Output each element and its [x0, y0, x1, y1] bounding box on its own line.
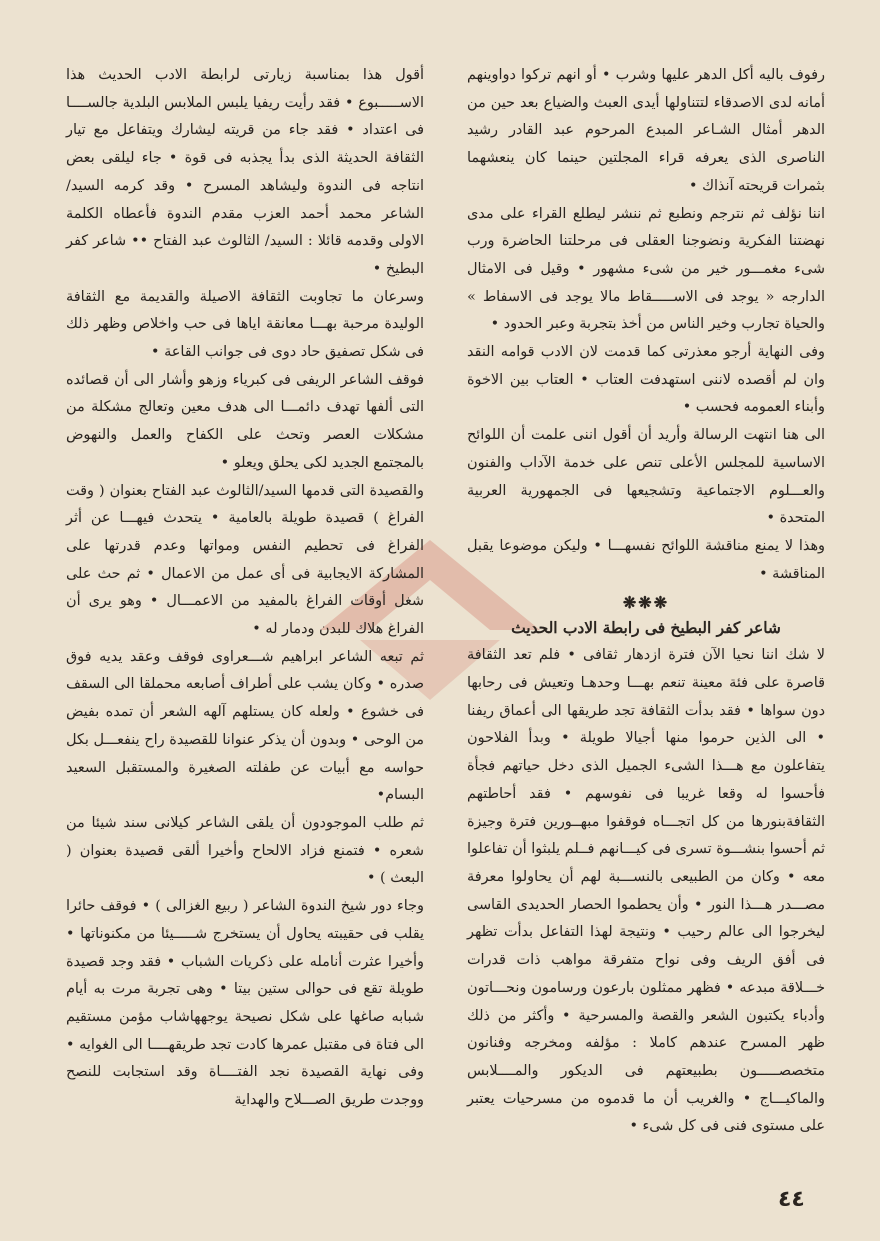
paragraph: وسرعان ما تجاوبت الثقافة الاصيلة والقديمة مع الثقافة الوليدة مرحبة بهـــا معانقة اياها فى حب واخلاص وظهر ذلك فى شكل تصفيق حاد دوى فى جوانب القاعة •	[66, 288, 424, 361]
paragraph: اننا نؤلف ثم نترجم ونطبع ثم ننشر ليطلع القراء على مدى نهضتنا الفكرية ونضوجنا العقلى فى مرحلتنا الحاضرة ورب شىء مغمـــور خير من شىء مشهور • وقيل فى الامثال الدارجه « يوجد فى الاســـــقاط مالا يوجد فى الاسفاط » والحياة تجارب وخير الناس من أخذ بتجربة وعبر الحدود •	[467, 205, 825, 333]
paragraph: ثم طلب الموجودون أن يلقى الشاعر كيلانى سند شيئا من شعره • فتمنع فزاد الالحاح وأخيرا ألقى قصيدة بعنوان ( البعث ) •	[66, 814, 424, 887]
paragraph: والقصيدة التى قدمها السيد/الثالوث عبد الفتاح بعنوان ( وقت الفراغ ) قصيدة طويلة بالعامية • يتحدث فيهـــا عن أثر الفراغ فى تحطيم النفس ومواتها وعدم قدرتها على المشاركة الايجابية فى أى عمل من الاعمال • ثم حث على شغل أوقات الفراغ بالمفيد من الاعمـــال • وهو يرى أن الفراغ هلاك للبدن ودمار له •	[66, 482, 424, 638]
paragraph: وهذا لا يمنع مناقشة اللوائح نفسهـــا • وليكن موضوعا يقبل المناقشة •	[467, 537, 825, 582]
paragraph: لا شك اننا نحيا الآن فترة ازدهار ثقافى • فلم تعد الثقافة قاصرة على فئة معينة تنعم بهـــا وحدهـا وتعيش فى رحابها دون سواها • فقد بدأت الثقافة تجد طريقها الى أعماق ريفنا • الى الذين حرموا منها أجيالا طويلة • وبدأ الفلاحون يتفاعلون مع هـــذا الشىء الجميل الذى دخل حياتهم فجأة فأحسوا له وقعا غريبا فى نفوسهم • فقد أحاطتهم الثقافةبنورها من كل اتجـــاه فوقفوا مبهــورين فترة وجيزة ثم أحسوا بنشـــوة تسرى فى كيـــانهم فــلم يلبثوا أن تفاعلوا معه • وكان من الطبيعى بالنســـبة لهم أن يحاولوا معرفة مصـــدر هـــذا النور • وأن يحطموا الحصار الحديدى القاسى ليخرجوا الى عالم رحيب • ونتيجة لهذا التفاعل بدأت تظهر فى أفق الريف وفى نواح متفرقة مواهب ذات قدرات خـــلاقة مبدعه • فظهر ممثلون بارعون ورسامون ونحـــاتون وأدباء يكتبون الشعر والقصة والمسرحية • وأكثر من ذلك ظهر المسرح عندهم كاملا : مؤلفه ومخرجه وفنانون متخصصـــــون بطبيعتهم فى الديكور والمــــلابس والماكيـــاج • والغريب أن ما قدموه من مسرحيات يعتبر على مستوى فنى فى كل شىء •	[467, 647, 825, 1135]
paragraph: أقول هذا بمناسبة زيارتى لرابطة الادب الحديث هذا الاســـــبوع • فقد رأيت ريفيا يلبس الملابس البلدية جالســــا فى اعتداد • فقد جاء من قريته ليشارك ويتفاعل مع تيار الثقافة الحديثة الذى بدأ يجذبه فى قوة • جاء ليلقى بعض انتاجه فى الندوة وليشاهد المسرح • وقد كرمه السيد/ الشاعر محمد أحمد العزب مقدم الندوة فأعطاه الكلمة الاولى وقدمه قائلا : السيد/ الثالوث عبد الفتاح •• شاعر كفر البطيخ •	[66, 67, 424, 277]
paragraph: وجاء دور شيخ الندوة الشاعر ( ربيع الغزالى ) • فوقف حائرا يقلب فى حقيبته يحاول أن يستخرج شـــــيئا من مكنوناتها • وأخيرا عثرت أنامله على ذكريات الشباب • فقد وجد قصيدة طويلة تقع فى حوالى ستين بيتا • وهى تجربة مرت به أيام شبابه صاغها على شكل نصيحة يوجههاشاب مؤمن مستقيم الى فتاة فى مقتبل عمرها كادت تجد طريقهــــا الى الغوايه • وفى نهاية القصيدة نجد الفتــــاة وقد استجابت للنصح ووجدت طريق الصـــلاح والهداية	[66, 898, 424, 1109]
paragraph: ثم تبعه الشاعر ابراهيم شـــعراوى فوقف وعقد يديه فوق صدره • وكان يشب على أطراف أصابعه محملقا الى السقف فى خشوع • ولعله كان يستلهم آلهه الشعر أن تمده بفيض من الوحى • وبدون أن يذكر عنوانا للقصيدة راح ينفعـــل بكل حواسه مع أبيات عن طفلته الصغيرة والمستقبل السعيد البسام•	[66, 648, 424, 804]
paragraph: فوقف الشاعر الريفى فى كبرياء وزهو وأشار الى أن قصائده التى ألفها تهدف دائمـــا الى هدف معين وتعالج مشكلة من مشكلات العصر وتحث على الكفاح والعمل والنهوض بالمجتمع الجديد لكى يحلق ويعلو •	[66, 371, 424, 471]
paragraph: وفى النهاية أرجو معذرتى كما قدمت لان الادب قوامه النقد وان لم أقصده لاننى استهدفت العتاب • العتاب بين الاخوة وأبناء العمومه فحسب •	[467, 344, 825, 416]
page-number: ٤٤	[778, 1187, 805, 1212]
left-column	[66, 62, 424, 1115]
section-heading: شاعر كفر البطيخ فى رابطة الادب الحديث	[511, 619, 781, 638]
section-divider-stars: ❋❋❋	[622, 593, 670, 613]
right-column	[467, 62, 825, 1141]
paragraph: الى هنا انتهت الرسالة وأريد أن أقول اننى علمت أن اللوائح الاساسية للمجلس الأعلى تنص على خدمة الآداب والفنون والعـــلوم الاجتماعية وتشجيعها فى الجمهورية العربية المتحدة •	[467, 427, 825, 527]
paragraph: رفوف باليه أكل الدهر عليها وشرب • أو انهم تركوا دواوينهم أمانه لدى الاصدقاء لتتناولها أيدى العبث والضياع بعد حين من الدهر أمثال الشـاعر المبدع المرحوم عبد القادر رشيد الناصرى الذى يعرفه قراء المجلتين حينما كان ينعشهما بثمرات قريحته آنذاك •	[467, 67, 825, 194]
